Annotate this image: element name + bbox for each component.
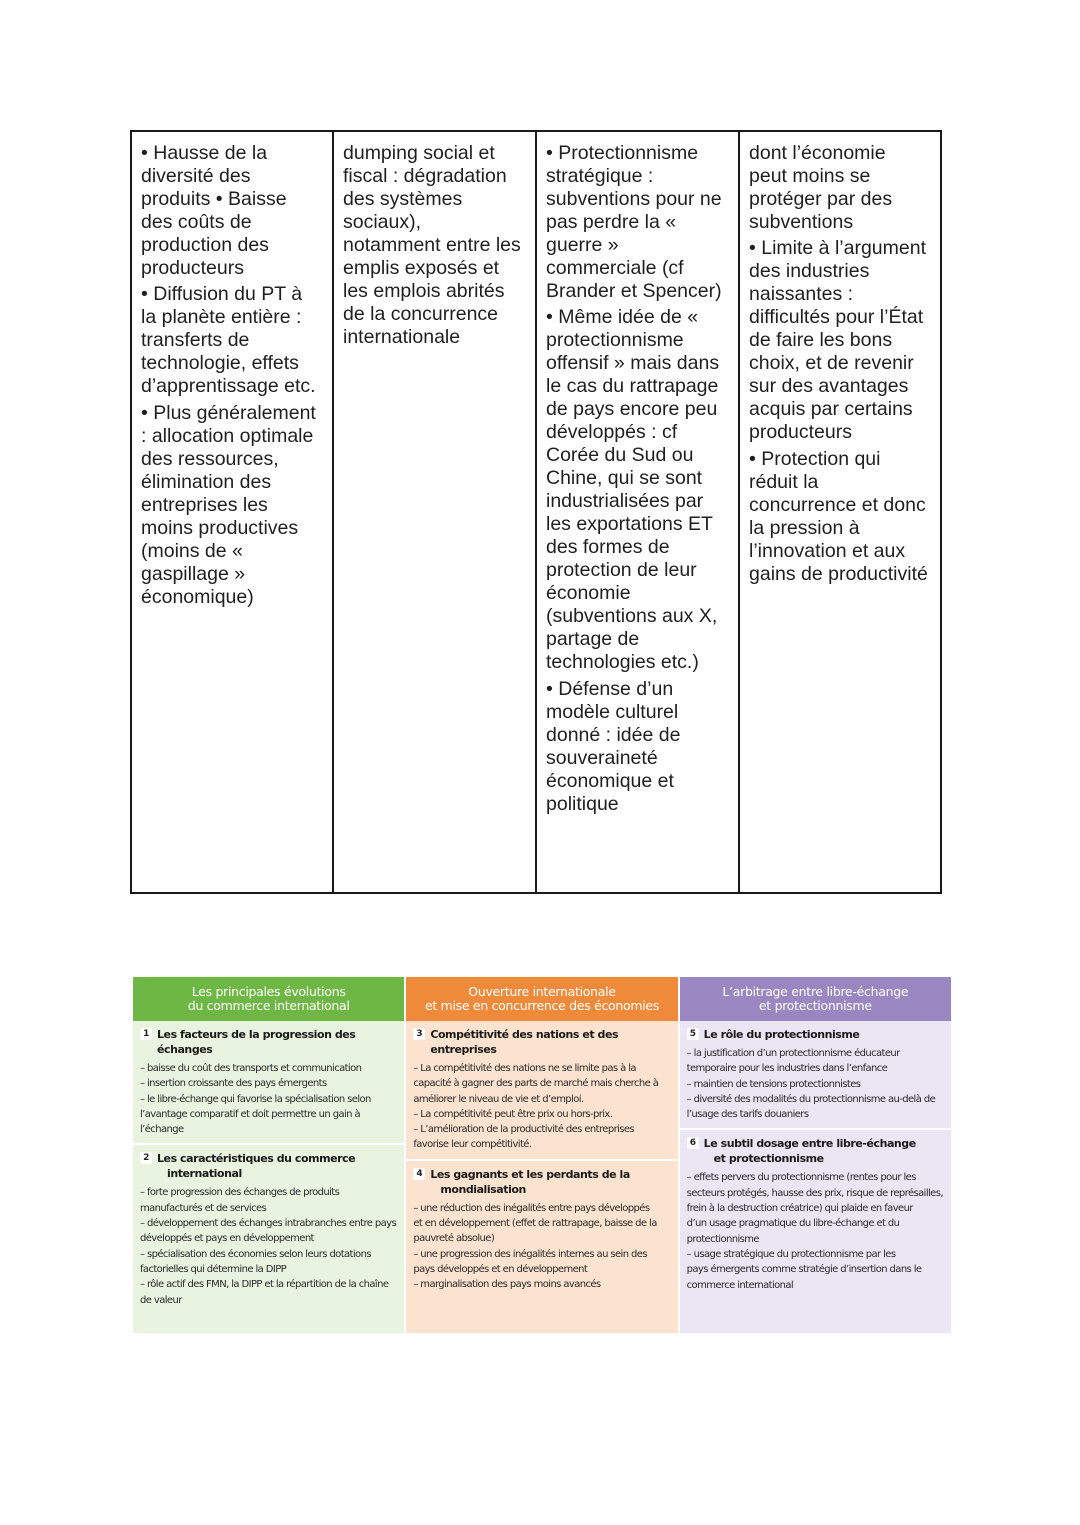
table-cell-line: commerciale (cf — [546, 257, 684, 279]
comparison-table — [130, 130, 942, 894]
table-cell-line: économie — [546, 582, 631, 605]
synthesis-column-competition — [406, 977, 677, 1333]
column-header-line: et protectionnisme — [758, 998, 872, 1013]
box-text-line: – une réduction des inégalités entre pays développés — [413, 1202, 650, 1214]
column-header — [133, 977, 404, 1021]
box-text-line: – La compétitivité des nations ne se limite pas à la — [413, 1063, 636, 1074]
table-cell-line: (subventions aux X, — [546, 605, 718, 628]
table-cell-line: subventions — [749, 211, 854, 233]
table-cell-line: notamment entre les — [343, 234, 521, 256]
table-cell-line: protection de leur — [546, 559, 697, 582]
table-cell-line: produits • Baisse — [141, 188, 287, 210]
table-cell-line: offensif » mais dans — [546, 352, 720, 375]
box-number-badge: 4 — [413, 1168, 425, 1180]
table-cell-line: • Limite à l’argument — [749, 237, 926, 260]
synthesis-column-arbitration — [680, 977, 951, 1333]
table-cell-line: production des — [141, 234, 269, 256]
box-text-line: – L’amélioration de la productivité des entreprises — [413, 1124, 635, 1136]
table-cell-line: des formes de — [546, 536, 670, 559]
box-title — [687, 1136, 944, 1166]
table-cell-line: protectionnisme — [546, 329, 684, 352]
table-cell-line: souveraineté — [546, 746, 658, 769]
table-cell-line: • Défense d’un — [546, 677, 674, 700]
table-cell-line: choix, et de revenir — [749, 352, 914, 375]
box-number-badge: 2 — [140, 1152, 152, 1164]
box-text-line: pays développés et en développement — [413, 1263, 588, 1275]
table-cell-line: • Même idée de « — [546, 306, 699, 329]
table-column-limits — [334, 132, 537, 892]
box-number-badge: 1 — [140, 1028, 152, 1040]
box-number-badge: 6 — [687, 1137, 699, 1149]
column-header-line: et mise en concurrence des économies — [424, 998, 660, 1013]
box-text-line: – maintien de tensions protectionnistes — [686, 1078, 861, 1090]
box-text-line: – rôle actif des FMN, la DIPP et la répartition de la chaîne — [140, 1279, 389, 1291]
table-cell-line: diversité des — [141, 165, 251, 187]
table-cell-line: technologies etc.) — [546, 651, 699, 674]
box-title-line: Le subtil dosage entre libre-échange — [703, 1137, 916, 1151]
table-cell-line: de faire les bons — [749, 329, 893, 352]
table-cell-line: des systèmes — [343, 188, 463, 210]
box-text-line: factorielles qui détermine la DIPP — [140, 1263, 287, 1275]
table-cell-line: des ressources, — [141, 447, 279, 470]
box-text-line: l’usage des tarifs douaniers — [686, 1109, 809, 1121]
table-cell-line: la planète entière : — [141, 306, 302, 329]
table-cell-line: producteurs — [141, 257, 244, 279]
box-title — [140, 1027, 397, 1057]
synthesis-box — [133, 1143, 404, 1333]
box-text-line: l’échange — [140, 1124, 184, 1136]
box-title-line: mondialisation — [440, 1182, 526, 1196]
box-text-line: améliorer le niveau de vie et d’emploi. — [413, 1093, 584, 1105]
box-number-badge: 5 — [687, 1028, 699, 1040]
table-cell-line: internationale — [343, 326, 461, 348]
table-cell-line: pas perdre la « — [546, 211, 677, 233]
table-cell-line: Brander et Spencer) — [546, 280, 722, 302]
box-title-line: Le rôle du protectionnisme — [703, 1028, 860, 1041]
table-cell-line: naissantes : — [749, 283, 854, 306]
box-title — [413, 1027, 670, 1057]
table-cell-line: réduit la — [749, 470, 819, 493]
table-cell-line: technologie, effets — [141, 352, 299, 375]
box-text-line: pays émergents comme stratégie d’insertion dans le — [686, 1264, 922, 1276]
table-cell-line: économique) — [141, 585, 254, 608]
column-header-line: L’arbitrage entre libre-échange — [722, 984, 909, 999]
table-cell-line: concurrence et donc — [749, 493, 926, 516]
table-cell-line: sociaux), — [343, 211, 422, 233]
box-text-line: – le libre-échange qui favorise la spécialisation selon — [140, 1093, 371, 1105]
table-cell-line: difficultés pour l’État — [749, 306, 924, 329]
box-title-line: Compétitivité des nations et des entreprises — [430, 1028, 619, 1056]
box-text-line: capacité à gagner des parts de marché mais cherche à — [413, 1078, 659, 1090]
table-cell-line: les emplois abrités — [343, 280, 505, 302]
table-cell-line: des industries — [749, 260, 870, 283]
box-text-line: – spécialisation des économies selon leurs dotations — [140, 1248, 371, 1260]
table-cell-line: producteurs — [749, 421, 852, 444]
box-text-line: – développement des échanges intrabranches entre pays — [140, 1218, 397, 1230]
synthesis-box — [680, 1021, 951, 1128]
table-cell-line: gains de productivité — [749, 562, 928, 585]
table-cell-line: les exportations ET — [546, 513, 713, 536]
box-text-line: temporaire pour les industries dans l’enfance — [686, 1063, 888, 1075]
box-title — [687, 1027, 944, 1042]
table-cell-line: dumping social et — [343, 142, 495, 164]
table-cell-line: moins productives — [141, 516, 299, 539]
box-text-line: protectionnisme — [686, 1233, 759, 1245]
table-cell-line: partage de — [546, 628, 640, 651]
table-cell-line: : allocation optimale — [141, 424, 314, 447]
table-cell-line: • Protection qui — [749, 447, 881, 470]
table-cell-line: • Diffusion du PT à — [141, 283, 303, 306]
column-header — [406, 977, 677, 1021]
synthesis-box — [133, 1021, 404, 1143]
table-cell-line: peut moins se — [749, 165, 871, 187]
box-text-line: secteurs protégés, hausse des prix, risque de représailles, — [686, 1187, 943, 1199]
table-cell-line: l’innovation et aux — [749, 539, 906, 562]
table-cell-line: entreprises les — [141, 493, 268, 516]
table-cell-line: • Plus généralement — [141, 401, 316, 424]
table-cell-line: modèle culturel — [546, 700, 679, 723]
table-cell-line: dont l’économie — [749, 142, 886, 164]
box-title-line: international — [167, 1167, 242, 1181]
table-cell-line: Corée du Sud ou — [546, 444, 694, 467]
box-text-line: commerce international — [686, 1279, 794, 1291]
table-cell-line: industrialisées par — [546, 490, 704, 513]
table-cell-line: gaspillage » — [141, 562, 246, 585]
table-cell-line: des coûts de — [141, 211, 252, 233]
table-column-protectionism-arguments — [537, 132, 740, 892]
box-title-line: et protectionnisme — [713, 1152, 824, 1166]
column-header-line: du commerce international — [187, 998, 350, 1013]
column-header-line: Les principales évolutions — [191, 984, 346, 999]
table-cell-line: élimination des — [141, 470, 272, 493]
table-cell-line: Chine, qui se sont — [546, 467, 703, 490]
box-text-line: manufacturés et de services — [140, 1202, 267, 1214]
synthesis-box — [406, 1159, 677, 1333]
box-text-line: – insertion croissante des pays émergents — [140, 1078, 327, 1090]
box-text-line: – baisse du coût des transports et communication — [140, 1063, 362, 1074]
box-text-line: pauvreté absolue) — [413, 1233, 495, 1245]
table-cell-line: de la concurrence — [343, 303, 499, 325]
table-cell-line: de pays encore peu — [546, 398, 718, 421]
box-title — [140, 1151, 397, 1181]
box-number-badge: 3 — [413, 1028, 425, 1040]
box-title — [413, 1167, 670, 1197]
box-text-line: de valeur — [140, 1294, 182, 1306]
box-text-line: – une progression des inégalités internes au sein des — [413, 1248, 647, 1260]
synthesis-box — [406, 1021, 677, 1159]
table-cell-line: guerre » — [546, 234, 619, 256]
box-text-line: – forte progression des échanges de produits — [140, 1187, 340, 1199]
synthesis-table — [133, 977, 951, 1333]
box-text-line: frein à la destruction créatrice) qui plaide en faveur — [686, 1203, 913, 1215]
box-title-line: Les facteurs de la progression des échanges — [157, 1028, 356, 1056]
table-column-advantages — [132, 132, 334, 892]
table-column-protectionism-limits — [740, 132, 940, 892]
table-cell-line: emplis exposés et — [343, 257, 500, 279]
box-text-line: – marginalisation des pays moins avancés — [413, 1279, 601, 1291]
box-text-line: – effets pervers du protectionnisme (rentes pour les — [686, 1172, 916, 1184]
box-text-line: développés et pays en développement — [140, 1233, 314, 1245]
table-cell-line: (moins de « — [141, 539, 243, 562]
table-cell-line: politique — [546, 792, 619, 815]
box-title-line: Les gagnants et les perdants de la — [430, 1167, 630, 1181]
column-header-line: Ouverture internationale — [468, 984, 616, 999]
box-text-line: – la justification d’un protectionnisme éducateur — [686, 1048, 900, 1059]
table-cell-line: • Protectionnisme — [546, 142, 699, 164]
box-title-line: Les caractéristiques du commerce — [157, 1152, 356, 1166]
table-cell-line: d’apprentissage etc. — [141, 375, 316, 398]
table-cell-line: subventions pour ne — [546, 188, 722, 210]
column-header — [680, 977, 951, 1021]
table-cell-line: le cas du rattrapage — [546, 375, 719, 398]
box-text-line: – La compétitivité peut être prix ou hors-prix. — [413, 1108, 613, 1120]
table-cell-line: économique et — [546, 769, 674, 792]
table-cell-line: développés : cf — [546, 421, 678, 444]
table-cell-line: fiscal : dégradation — [343, 165, 507, 187]
table-cell-line: acquis par certains — [749, 398, 913, 421]
synthesis-box — [680, 1128, 951, 1333]
synthesis-column-evolutions — [133, 977, 404, 1333]
box-text-line: – usage stratégique du protectionnisme par les — [686, 1248, 896, 1260]
box-text-line: – diversité des modalités du protectionnisme au-delà de — [686, 1093, 936, 1105]
box-text-line: favorise leur compétitivité. — [413, 1139, 532, 1151]
table-cell-line: • Hausse de la — [141, 142, 268, 164]
table-cell-line: stratégique : — [546, 165, 654, 187]
box-text-line: d’un usage pragmatique du libre-échange et du — [686, 1218, 900, 1230]
table-cell-line: donné : idée de — [546, 723, 681, 746]
table-cell-line: protéger par des — [749, 188, 893, 210]
table-cell-line: transferts de — [141, 329, 250, 352]
table-cell-line: sur des avantages — [749, 375, 909, 398]
table-cell-line: la pression à — [749, 516, 860, 539]
box-text-line: et en développement (effet de rattrapage, baisse de la — [413, 1218, 657, 1230]
box-text-line: l’avantage comparatif et doit permettre un gain à — [140, 1108, 361, 1120]
